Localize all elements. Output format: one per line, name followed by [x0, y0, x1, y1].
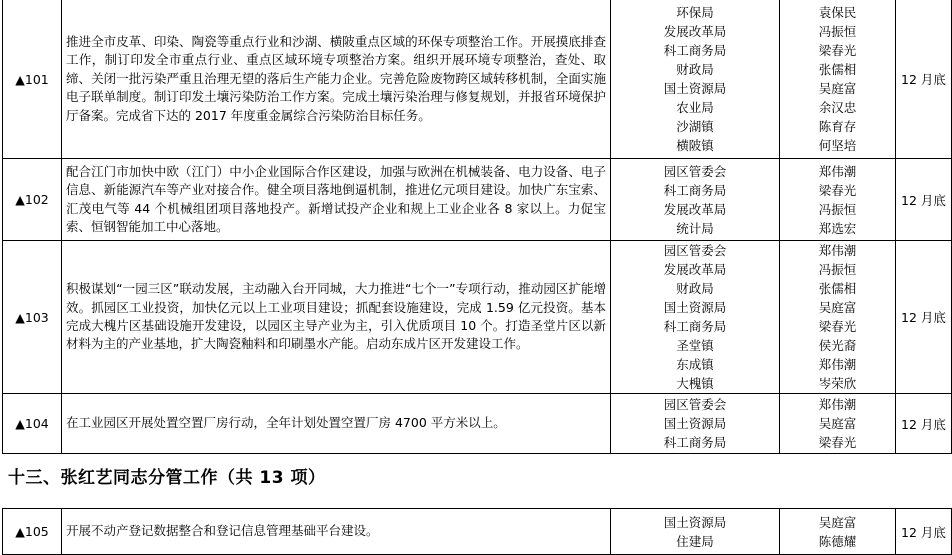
- task-id: ▲105: [3, 509, 62, 555]
- section-count: （共 13 项）: [218, 468, 326, 488]
- task-description: 在工业园区开展处置空置厂房行动，全年计划处置空置厂房 4700 平方米以上。: [62, 394, 611, 454]
- deadline: 12 月底: [896, 0, 952, 159]
- task-description: 积极谋划“一园三区”联动发展，主动融入台开同城，大力推进“七个一”专项行动，推动园区扩能增效。抓园区工业投资，加快亿元以上工业项目建设；抓配套设施建设，完成 1.59 亿元投资。基本完成大槐片区基础设施开发建设，以园区主导产业为主，引入优质项目 10 个。打造圣堂片区以新材料为主的产业基地，扩大陶瓷釉料和印刷墨水产能。启动东成片区开发建设工作。: [62, 241, 611, 394]
- responsible-persons: 袁保民 冯振恒 梁春光 张儒相 吴庭富 余汉忠 陈育存 何坚培: [780, 0, 896, 159]
- deadline: 12 月底: [896, 394, 952, 454]
- table-row: [3, 159, 952, 241]
- task-id: ▲104: [3, 394, 62, 454]
- responsible-persons: 郑伟潮 冯振恒 张儒相 吴庭富 梁春光 侯光裔 郑伟潮 岑荣欣: [780, 241, 896, 394]
- table-row: [3, 241, 952, 394]
- table-row: [3, 394, 952, 454]
- responsible-persons: 吴庭富 陈德耀: [780, 509, 896, 555]
- deadline: 12 月底: [896, 159, 952, 241]
- task-description: 推进全市皮革、印染、陶瓷等重点行业和沙湖、横陂重点区域的环保专项整治工作。开展摸底排查工作，制订印发全市重点行业、重点区域环境专项整治方案。组织开展环境专项整治，查处、取缔、关闭一批污染严重且治理无望的落后生产能力企业。完善危险废物跨区域转移机制，全面实施电子联单制度。制订印发土壤污染防治工作方案。完成土壤污染治理与修复规划，并报省环境保护厅备案。完成省下达的 2017 年度重金属综合污染防治目标任务。: [62, 0, 611, 159]
- responsible-departments: 环保局 发展改革局 科工商务局 财政局 国土资源局 农业局 沙湖镇 横陂镇: [611, 0, 780, 159]
- section-heading: [8, 463, 326, 488]
- responsible-persons: 郑伟潮 梁春光 冯振恒 郑选宏: [780, 159, 896, 241]
- section-title: 十三、张红艺同志分管工作: [8, 468, 218, 488]
- deadline: 12 月底: [896, 509, 952, 555]
- responsible-departments: 园区管委会 科工商务局 发展改革局 统计局: [611, 159, 780, 241]
- task-id: ▲103: [3, 241, 62, 394]
- table-row: [3, 509, 952, 555]
- responsible-persons: 郑伟潮 吴庭富 梁春光: [780, 394, 896, 454]
- responsible-departments: 园区管委会 国土资源局 科工商务局: [611, 394, 780, 454]
- table-row: [3, 0, 952, 159]
- responsible-departments: 园区管委会 发展改革局 财政局 国土资源局 科工商务局 圣堂镇 东成镇 大槐镇: [611, 241, 780, 394]
- deadline: 12 月底: [896, 241, 952, 394]
- task-table-continued: [2, 508, 952, 555]
- responsible-departments: 国土资源局 住建局: [611, 509, 780, 555]
- task-table: [2, 0, 952, 454]
- task-id: ▲101: [3, 0, 62, 159]
- task-description: 开展不动产登记数据整合和登记信息管理基础平台建设。: [62, 509, 611, 555]
- task-description: 配合江门市加快中欧（江门）中小企业国际合作区建设，加强与欧洲在机械装备、电力设备、电子信息、新能源汽车等产业对接合作。健全项目落地倒逼机制，推进亿元项目建设。加快广东宝索、汇茂电气等 44 个机械组团项目落地投产。新增试投产企业和规上工业企业各 8 家以上。力促宝索、恒钢智能加工中心落地。: [62, 159, 611, 241]
- task-id: ▲102: [3, 159, 62, 241]
